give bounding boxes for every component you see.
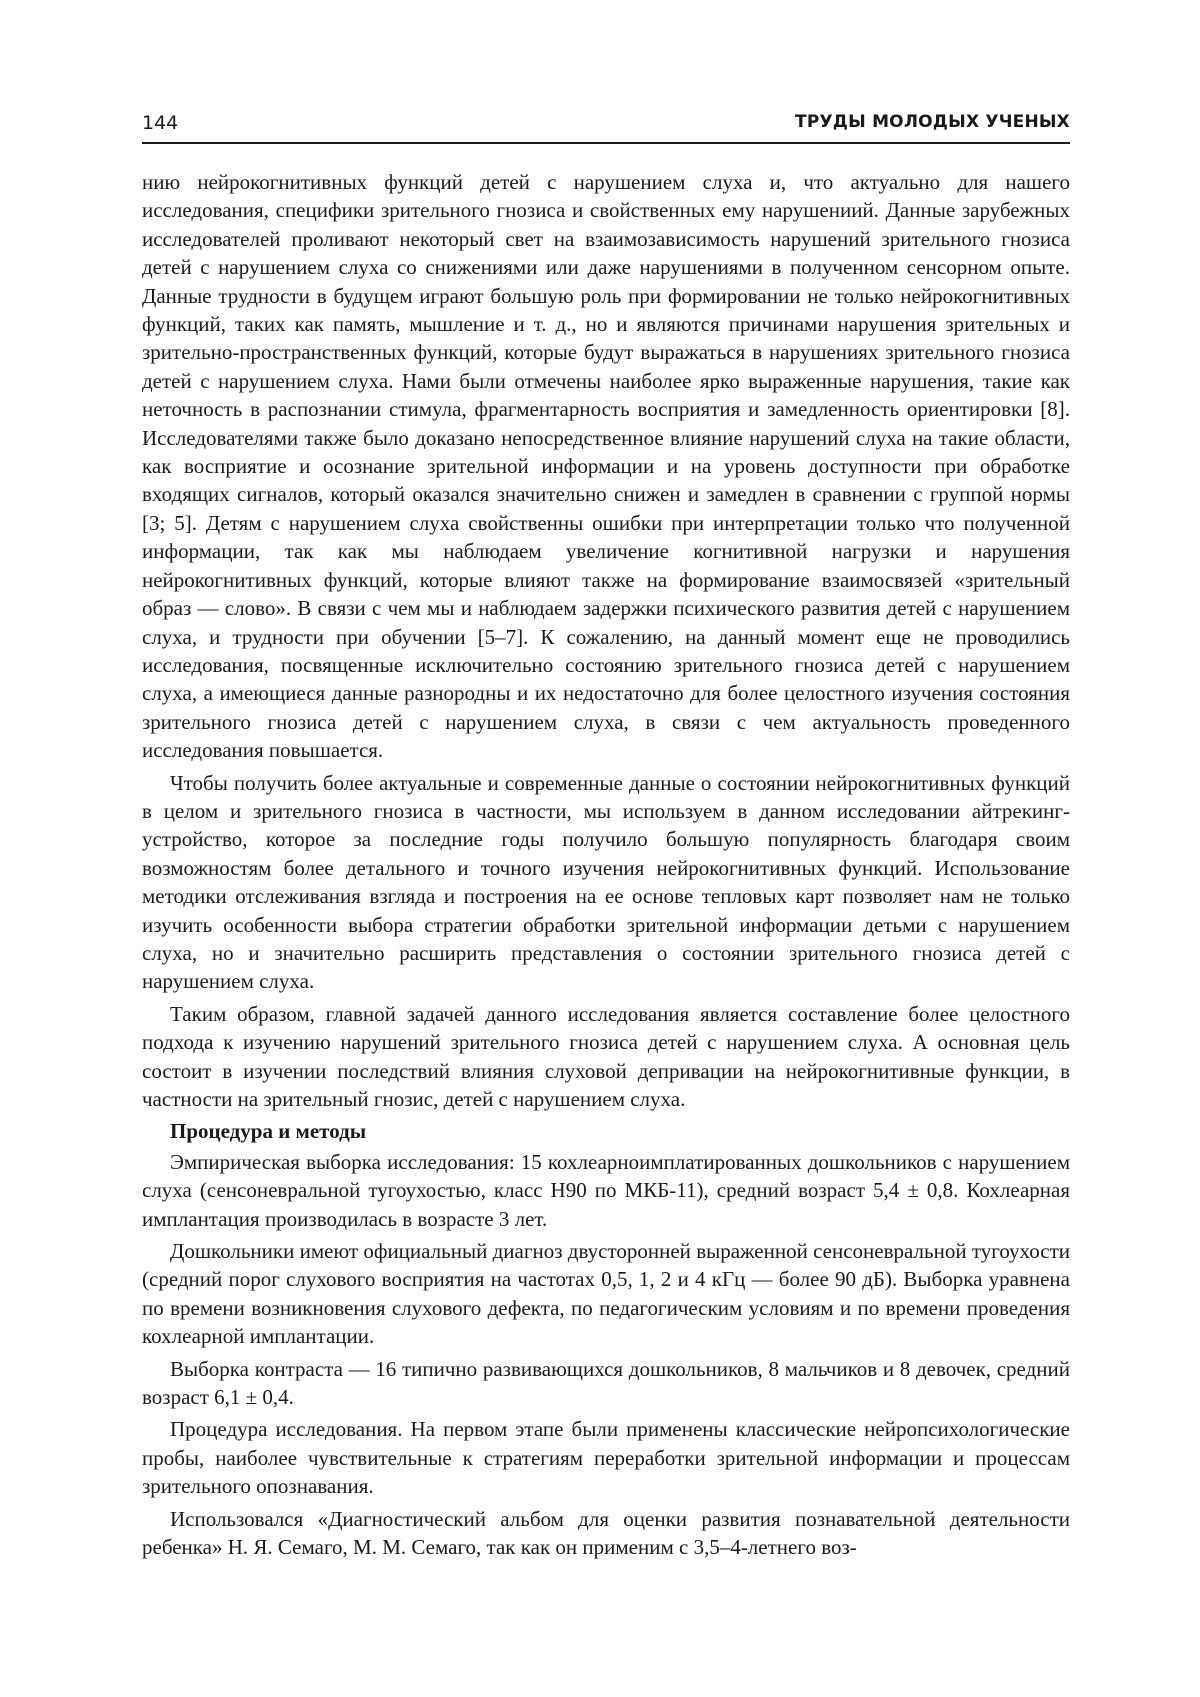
running-header: [142, 108, 1070, 144]
paragraph-sample: Эмпирическая выборка исследования: 15 кохлеарноимплатированных дошкольников с нарушением слуха (сенсоневральной тугоухостью, класс H90 по МКБ-11), средний возраст 5,4 ± 0,8. Кохлеарная имплантация производилась в возрасте 3 лет.: [142, 1149, 1070, 1231]
body-text: [142, 168, 1070, 1566]
paragraph-procedure: Процедура исследования. На первом этапе были применены классические нейропсихологические пробы, наиболее чувствительные к стратегиям переработки зрительной информации и процессам зрительного опознавания.: [142, 1417, 1070, 1499]
paragraph-goal: Таким образом, главной задачей данного исследования является составление более целостного подхода к изучению нарушений зрительного гнозиса детей с нарушением слуха. А основная цель состоит в изучении последствий влияния слуховой депривации на нейрокогнитивные функции, в частности на зрительный гнозис, детей с нарушением слуха.: [142, 1001, 1070, 1111]
paragraph-album: Использовался «Диагностический альбом для оценки развития познавательной деятельности ребенка» Н. Я. Семаго, М. М. Семаго, так как он применим с 3,5–4-летнего воз-: [142, 1506, 1070, 1560]
page-number: 144: [142, 112, 179, 134]
paragraph-diagnosis: Дошкольники имеют официальный диагноз двусторонней выраженной сенсоневральной тугоухости (средний порог слухового восприятия на частотах 0,5, 1, 2 и 4 кГц — более 90 дБ). Выборка уравнена по времени возникновения слухового дефекта, по педагогическим условиям и по времени проведения кохлеарной имплантации.: [142, 1239, 1070, 1349]
journal-title: ТРУДЫ МОЛОДЫХ УЧЕНЫХ: [795, 112, 1070, 132]
paragraph-eyetracking: Чтобы получить более актуальные и современные данные о состоянии нейрокогнитивных функций в целом и зрительного гнозиса в частности, мы используем в данном исследовании айтрекинг-устройство, которое за последние годы получило большую популярность благодаря своим возможностям более детального и точного изучения нейрокогнитивных функций. Использование методики отслеживания взгляда и построения на ее основе тепловых карт позволяет нам не только изучить особенности выбора стратегии обработки зрительной информации детьми с нарушением слуха, но и значительно расширить представления о состоянии зрительного гнозиса детей с нарушением слуха.: [142, 770, 1070, 994]
paragraph-contrast-sample: Выборка контраста — 16 типично развивающихся дошкольников, 8 мальчиков и 8 девочек, средний возраст 6,1 ± 0,4.: [142, 1356, 1070, 1410]
paragraph-continuation: нию нейрокогнитивных функций детей с нарушением слуха и, что актуально для нашего исследования, специфики зрительного гнозиса и свойственных ему нарушениий. Данные зарубежных исследователей проливают некоторый свет на взаимозависимость нарушений зрительного гнозиса детей с нарушением слуха со снижениями или даже нарушениями в полученном сенсорном опыте. Данные трудности в будущем играют большую роль при формировании не только нейрокогнитивных функций, таких как память, мышление и т. д., но и являются причинами нарушения зрительных и зрительно-пространственных функций, которые будут выражаться в нарушениях зрительного гнозиса детей с нарушением слуха. Нами были отмечены наиболее ярко выраженные нарушения, такие как неточность в распознании стимула, фрагментарность восприятия и замедленность ориентировки [8]. Исследователями также было доказано непосредственное влияние нарушений слуха на такие области, как восприятие и осознание зрительной информации и на уровень доступности при обработке входящих сигналов, который оказался значительно снижен и замедлен в сравнении с группой нормы [3; 5]. Детям с нарушением слуха свойственны ошибки при интерпретации только что полученной информации, так как мы наблюдаем увеличение когнитивной нагрузки и нарушения нейрокогнитивных функций, которые влияют также на формирование взаимосвязей «зрительный образ — слово». В связи с чем мы и наблюдаем задержки психического развития детей с нарушением слуха, и трудности при обучении [5–7]. К сожалению, на данный момент еще не проводились исследования, посвященные исключительно состоянию зрительного гнозиса детей с нарушением слуха, а имеющиеся данные разнородны и их недостаточно для более целостного изучения состояния зрительного гнозиса детей с нарушением слуха, в связи с чем актуальность проведенного исследования повышается.: [142, 170, 1070, 763]
section-heading: Процедура и методы: [170, 1119, 367, 1144]
